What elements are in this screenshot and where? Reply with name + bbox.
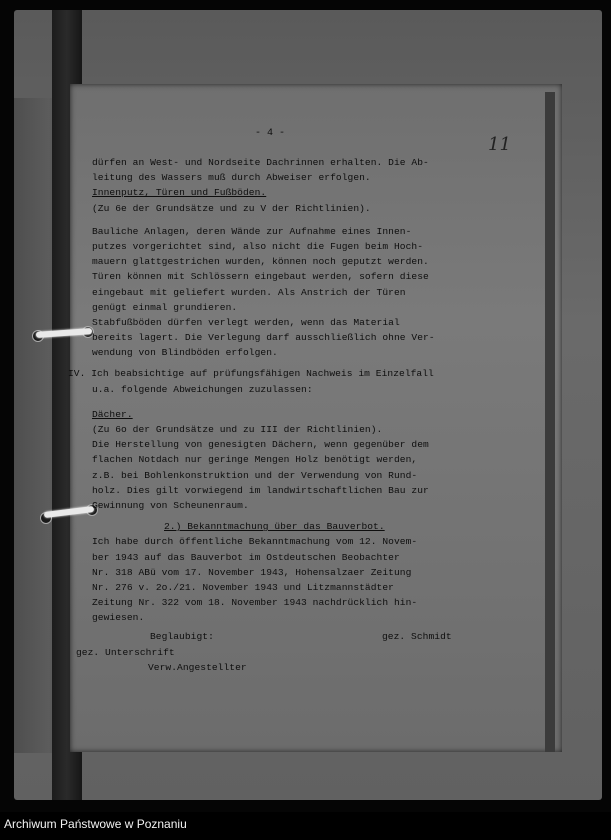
text-line: ber 1943 auf das Bauverbot im Ostdeutschen Beobachter — [92, 551, 400, 563]
text-line: genügt einmal grundieren. — [92, 301, 238, 313]
text-line: Nr. 318 ABü vom 17. November 1943, Hohensalzaer Zeitung — [92, 566, 412, 578]
document-body — [68, 155, 522, 675]
text-line: (Zu 6e der Grundsätze und zu V der Richtlinien). — [92, 202, 371, 214]
certified-label: Beglaubigt: — [150, 631, 214, 643]
text-line: z.B. bei Bohlenkonstruktion und der Verwendung von Rund- — [92, 469, 418, 481]
text-line: Ich habe durch öffentliche Bekanntmachung vom 12. Novem- — [92, 536, 418, 548]
text-line: eingebaut mit geliefert wurden. Als Anstrich der Türen — [92, 286, 406, 298]
text-line: bereits lagert. Die Verlegung darf ausschließlich ohne Ver- — [92, 332, 435, 344]
text-line: mauern glattgestrichen wurden, können noch geputzt werden. — [92, 256, 429, 268]
signature-title: Verw.Angestellter — [148, 661, 247, 673]
text-line: Zeitung Nr. 322 vom 18. November 1943 nachdrücklich hin- — [92, 597, 418, 609]
archive-footer — [0, 812, 611, 840]
text-line: gewiesen. — [92, 612, 145, 624]
handwritten-folio-number: 11 — [488, 134, 511, 155]
section-heading: 2.) Bekanntmachung über das Bauverbot. — [164, 521, 385, 533]
text-line: holz. Dies gilt vorwiegend im landwirtschaftlichen Bau zur — [92, 484, 429, 496]
archive-name: Archiwum Państwowe w Poznaniu — [4, 817, 187, 831]
section-heading: Innenputz, Türen und Fußböden. — [92, 187, 267, 199]
text-line: (Zu 6o der Grundsätze und zu III der Richtlinien). — [92, 424, 383, 435]
text-line: dürfen an West- und Nordseite Dachrinnen erhalten. Die Ab- — [92, 157, 429, 168]
page-edge — [545, 92, 555, 752]
text-line: Nr. 276 v. 2o./21. November 1943 und Litzmannstädter — [92, 581, 394, 593]
text-line: leitung des Wassers muß durch Abweiser erfolgen. — [92, 172, 371, 184]
text-line: Türen können mit Schlössern eingebaut werden, sofern diese — [92, 271, 429, 283]
text-line: u.a. folgende Abweichungen zuzulassen: — [92, 383, 313, 395]
text-line: wendung von Blindböden erfolgen. — [92, 347, 278, 359]
text-line: putzes vorgerichtet sind, also nicht die Fugen beim Hoch- — [92, 240, 424, 252]
signature-row — [92, 629, 522, 644]
text-line: flachen Notdach nur geringe Mengen Holz benötigt werden, — [92, 454, 418, 466]
text-line: Bauliche Anlagen, deren Wände zur Aufnahme eines Innen- — [92, 225, 412, 237]
section-heading: Dächer. — [92, 408, 133, 420]
signature-left: gez. Unterschrift — [76, 646, 175, 658]
text-line: Die Herstellung von genesigten Dächern, wenn gegenüber dem — [92, 439, 429, 451]
page-number: - 4 - — [254, 128, 285, 139]
signature-right: gez. Schmidt — [382, 631, 452, 643]
text-line: Gewinnung von Scheunenraum. — [92, 499, 249, 511]
section-iv: IV. Ich beabsichtige auf prüfungsfähigen Nachweis im Einzelfall — [68, 368, 434, 380]
text-line: Stabfußböden dürfen verlegt werden, wenn das Material — [92, 316, 400, 328]
